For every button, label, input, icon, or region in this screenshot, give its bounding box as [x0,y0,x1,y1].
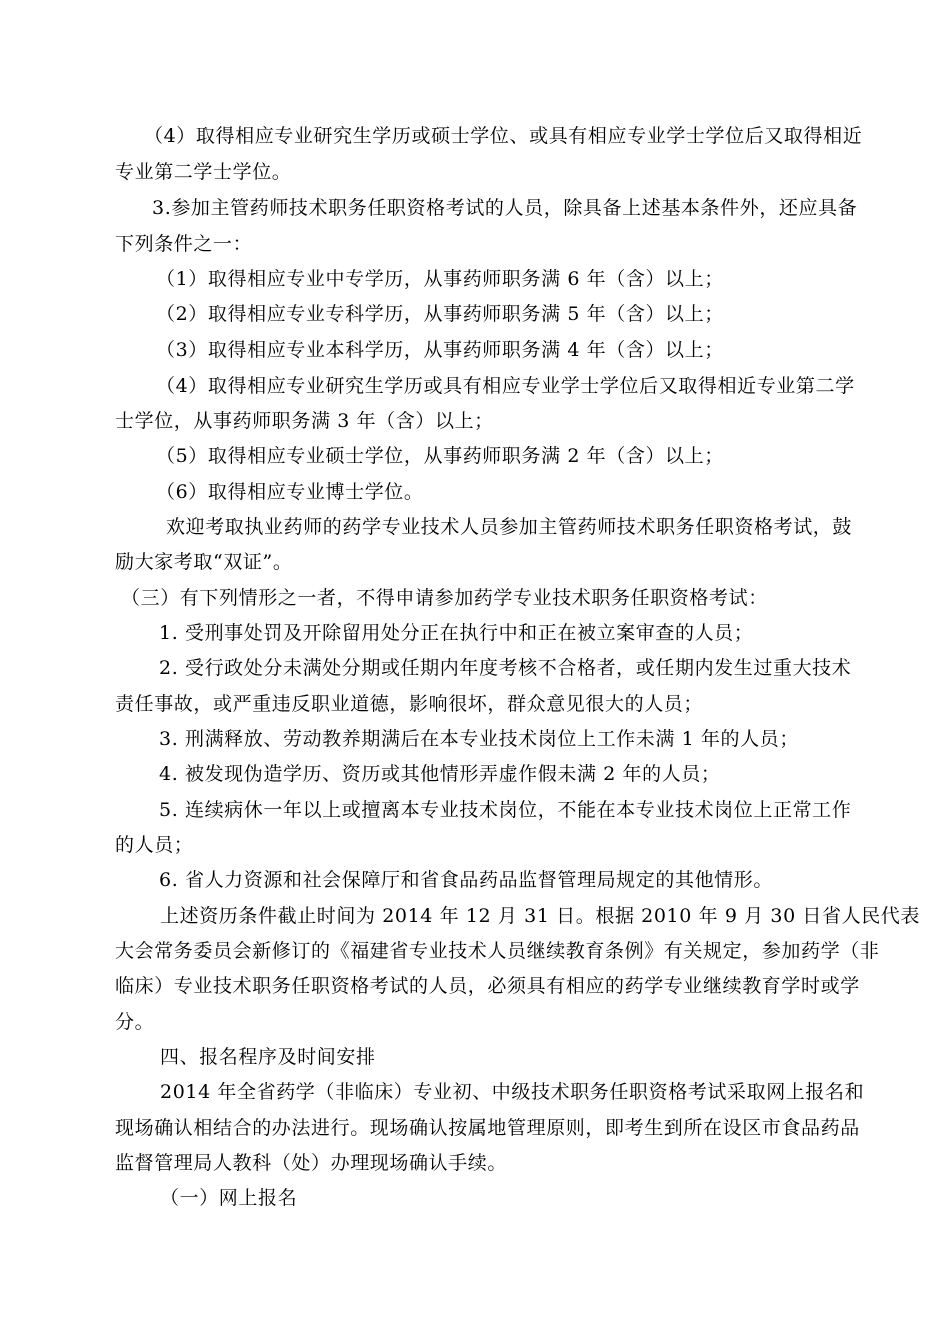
text-line: 专业第二学士学位。 [115,161,292,183]
text-line: （4）取得相应专业研究生学历或具有相应专业学士学位后又取得相近专业第二学 [156,375,855,397]
text-line: 3. 刑满释放、劳动教养期满后在本专业技术岗位上工作未满 1 年的人员； [159,728,799,750]
text-line: 欢迎考取执业药师的药学专业技术人员参加主管药师技术职务任职资格考试，鼓 [166,516,853,538]
text-line: 2. 受行政处分未满处分期或任期内年度考核不合格者，或任期内发生过重大技术 [159,657,852,679]
text-line: 6. 省人力资源和社会保障厅和省食品药品监督管理局规定的其他情形。 [159,869,773,891]
text-line: 分。 [115,1011,155,1033]
text-line: 3.参加主管药师技术职务任职资格考试的人员，除具备上述基本条件外，还应具备 [152,197,858,219]
text-line: （一）网上报名 [160,1187,298,1209]
text-line: 士学位，从事药师职务满 3 年（含）以上； [115,410,494,432]
text-line: 下列条件之一： [115,233,253,255]
text-line: 四、报名程序及时间安排 [160,1046,376,1068]
text-line: 临床）专业技术职务任职资格考试的人员，必须具有相应的药学专业继续教育学时或学 [115,975,860,997]
text-line: 励大家考取“双证”。 [115,551,293,573]
text-line: 的人员； [115,834,194,856]
text-line: 监督管理局人教科（处）办理现场确认手续。 [115,1152,508,1174]
text-line: 1. 受刑事处罚及开除留用处分正在执行中和正在被立案审查的人员； [159,622,754,644]
text-line: 上述资历条件截止时间为 2014 年 12 月 31 日。根据 2010 年 9 月 30 日省人民代表 [160,905,921,927]
text-line: （1）取得相应专业中专学历，从事药师职务满 6 年（含）以上； [156,268,724,290]
text-line: （3）取得相应专业本科学历，从事药师职务满 4 年（含）以上； [156,339,724,361]
text-line: （6）取得相应专业博士学位。 [156,481,424,503]
text-line: （5）取得相应专业硕士学位，从事药师职务满 2 年（含）以上； [156,445,724,467]
text-line: 4. 被发现伪造学历、资历或其他情形弄虚作假未满 2 年的人员； [159,763,721,785]
text-line: 现场确认相结合的办法进行。现场确认按属地管理原则，即考生到所在设区市食品药品 [115,1117,860,1139]
text-line: 责任事故，或严重违反职业道德，影响很坏，群众意见很大的人员； [115,693,704,715]
text-line: 5. 连续病休一年以上或擅离本专业技术岗位，不能在本专业技术岗位上正常工作 [159,799,852,821]
text-line: （三）有下列情形之一者，不得申请参加药学专业技术职务任职资格考试： [121,587,768,609]
text-line: 2014 年全省药学（非临床）专业初、中级技术职务任职资格考试采取网上报名和 [160,1081,865,1103]
text-line: （2）取得相应专业专科学历，从事药师职务满 5 年（含）以上； [156,303,724,325]
text-line: （4）取得相应专业研究生学历或硕士学位、或具有相应专业学士学位后又取得相近 [144,125,863,147]
text-line: 大会常务委员会新修订的《福建省专业技术人员继续教育条例》有关规定，参加药学（非 [115,940,880,962]
